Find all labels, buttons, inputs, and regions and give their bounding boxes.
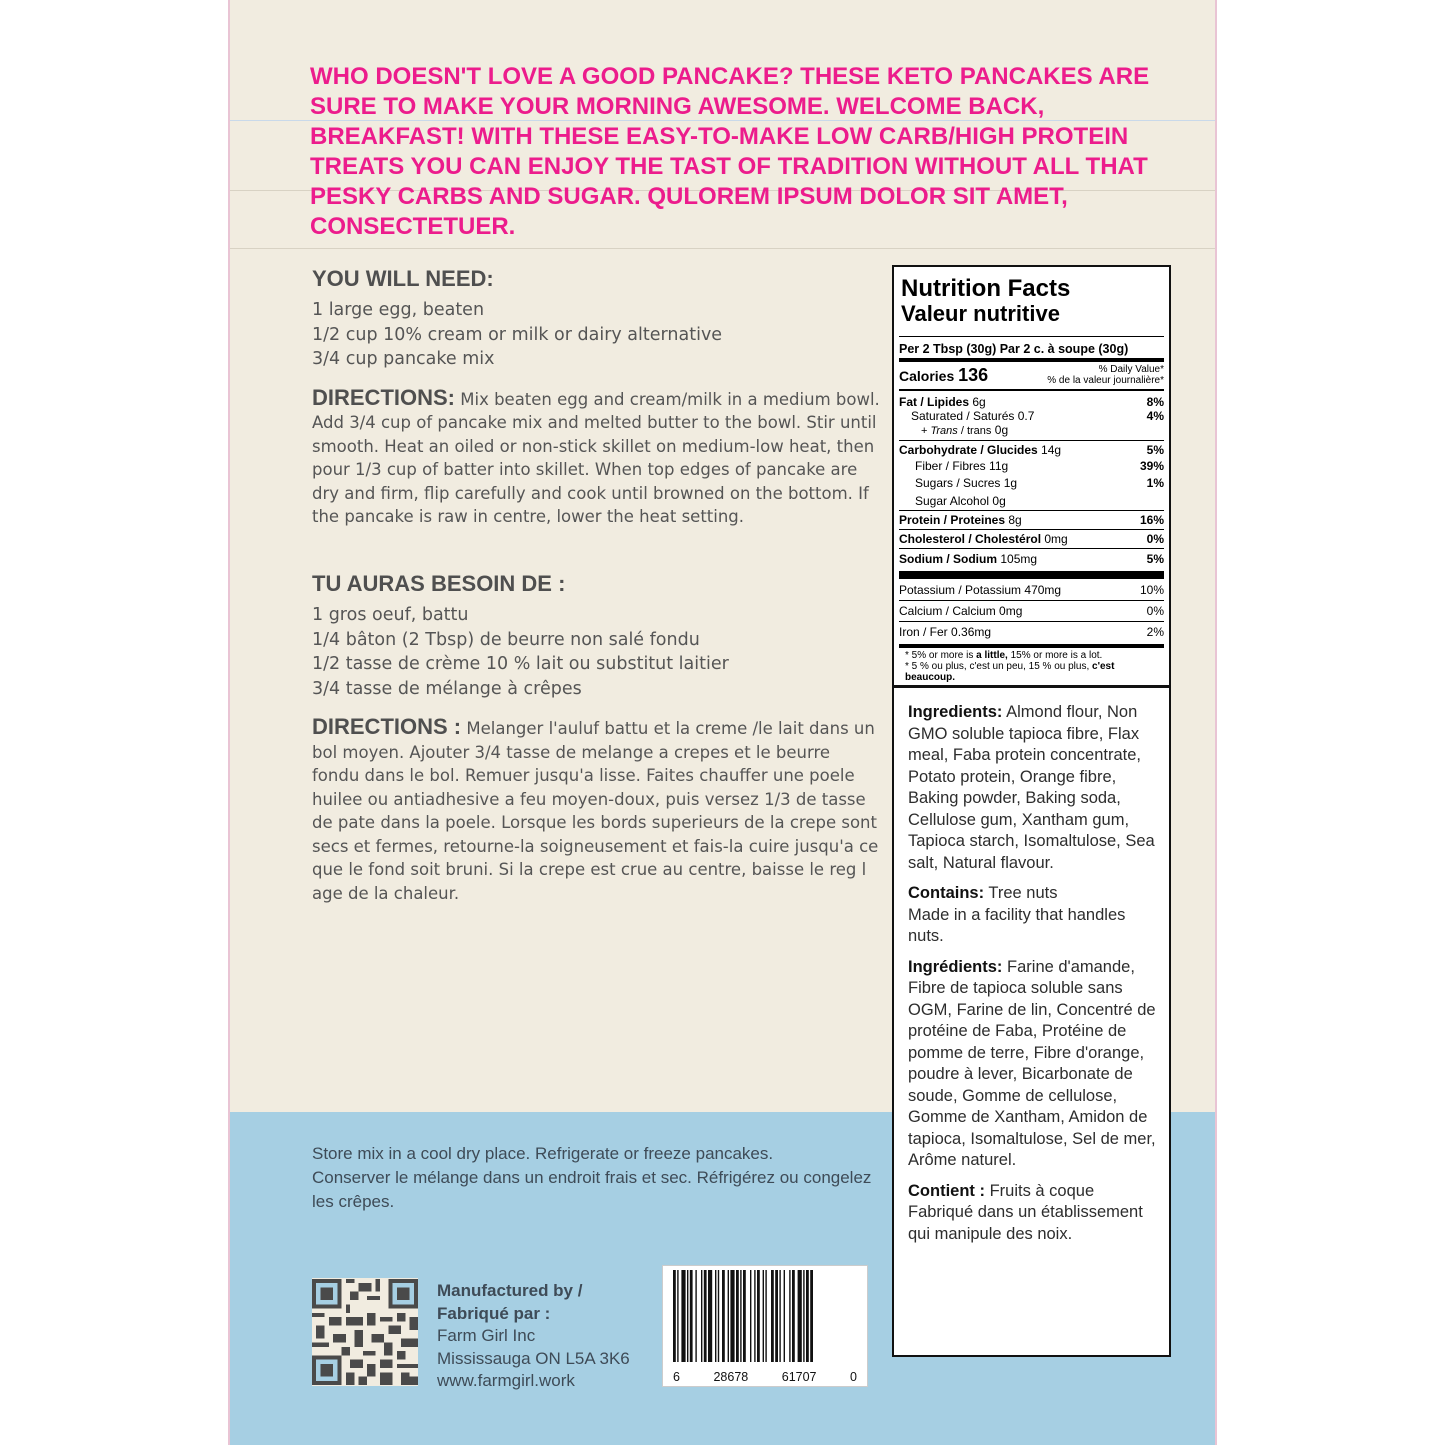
barcode-bar — [730, 1270, 734, 1362]
barcode-bar — [743, 1270, 746, 1362]
manufacturer-heading-fr: Fabriqué par : — [437, 1303, 551, 1323]
ingredients-fr: Ingrédients: Farine d'amande, Fibre de tapioca soluble sans OGM, Farine de lin, Concentré de protéine de Faba, Protéine de pomme de terre, Fibre d'orange, poudre à lever, Bicarbonate de soude, Gomme de cellulose, Gomme de Xantham, Amidon de tapioca, Isomaltulose, Sel de mer, Arôme naturel. — [908, 957, 1156, 1169]
serving-size: Per 2 Tbsp (30g) Par 2 c. à soupe (30g) — [899, 342, 1129, 356]
footnote-fr: * 5 % ou plus, c'est un peu, 15 % ou plus, c'est beaucoup. — [905, 661, 1115, 683]
tagline: WHO DOESN'T LOVE A GOOD PANCAKE? THESE KETO PANCAKES ARE SURE TO MAKE YOUR MORNING AWESOME. WELCOME BACK, BREAKFAST! WITH THESE EASY-TO-MAKE LOW CARB/HIGH PROTEIN TREATS YOU CAN ENJOY THE TAST OF TRADITION WITHOUT ALL THAT PESKY CARBS AND SUGAR. QULOREM IPSUM DOLOR SIT AMET, CONSECTETUER. — [310, 63, 1150, 240]
barcode-bar — [701, 1270, 702, 1362]
manufacturer-name: Farm Girl Inc — [437, 1326, 536, 1345]
barcode-bar — [810, 1270, 813, 1362]
directions-text-fr: Melanger l'auluf battu et la creme /le lait dans un bol moyen. Ajouter 3/4 tasse de melange a crepes et le beurre fondu dans le bol. Remuer jusqu'a lisse. Faites chauffer une poele huilee ou antiadhesive a feu moyen-doux, puis versez 1/3 de tasse de pate dans la poele. Lorsque les bords superieurs de la crepe sont secs et fermes, retourne-la soigneusement et fais-la cuire jusqu'a ce que le fond soit bruni. Si la crepe est crue au centre, baisse le reg l age de la chaleur. — [312, 719, 879, 903]
storage-en: Store mix in a cool dry place. Refrigerate or freeze pancakes. — [312, 1144, 774, 1163]
nutrient-row-sugars: Sugars / Sucres 1g 1% — [915, 476, 1164, 490]
nutrient-row-cholesterol: Cholesterol / Cholestérol 0mg 0% — [899, 532, 1164, 546]
contains-en: Contains: Tree nuts — [908, 884, 1058, 902]
barcode-bar — [704, 1270, 707, 1362]
dv-fr: % de la valeur journalière* — [1047, 375, 1164, 386]
barcode-digit: 6 — [673, 1370, 680, 1384]
directions-heading-en: DIRECTIONS: — [312, 384, 455, 410]
facility-fr: Fabriqué dans un établissement qui manipule des noix. — [908, 1203, 1143, 1243]
barcode-bar — [757, 1270, 760, 1362]
nutrient-row-protein: Protein / Proteines 8g 16% — [899, 513, 1164, 527]
english-instructions — [312, 266, 882, 529]
barcode-bar — [789, 1270, 790, 1362]
barcode-bar — [718, 1270, 719, 1362]
nutrient-row-iron: Iron / Fer 0.36mg 2% — [899, 625, 1164, 639]
list-item: 1/2 tasse de crème 10 % lait ou substitut laitier — [312, 654, 729, 674]
barcode-bar — [690, 1270, 693, 1362]
manufacturer-website: www.farmgirl.work — [437, 1371, 575, 1390]
barcode-icon — [671, 1270, 861, 1365]
barcode-bar — [775, 1270, 778, 1362]
barcode-digit: 28678 — [713, 1370, 749, 1384]
nutrient-row-trans: + Trans / trans 0g — [921, 423, 1009, 437]
ingredients-panel — [892, 687, 1171, 1357]
barcode-bar — [708, 1270, 712, 1362]
list-item: 1/2 cup 10% cream or milk or dairy alternative — [312, 324, 723, 345]
facility-en: Made in a facility that handles nuts. — [908, 905, 1126, 945]
list-item: 1 large egg, beaten — [312, 300, 485, 320]
barcode-bar — [779, 1270, 780, 1362]
manufacturer-heading: Manufactured by / — [437, 1281, 583, 1300]
barcode-bar — [750, 1270, 751, 1362]
barcode-bar — [763, 1270, 764, 1362]
footnote-en: * 5% or more is a little, 15% or more is a lot. — [905, 650, 1103, 661]
calories-label: Calories — [899, 368, 955, 384]
manufacturer-address: Mississauga ON L5A 3K6 — [437, 1348, 630, 1368]
list-item: 1 gros oeuf, battu — [312, 605, 469, 625]
dv-en: % Daily Value* — [1098, 364, 1164, 375]
nutrition-facts-panel — [892, 265, 1171, 687]
nutrient-row-sodium: Sodium / Sodium 105mg 5% — [899, 552, 1164, 566]
barcode-bar — [740, 1270, 741, 1362]
barcode-bar — [715, 1270, 716, 1362]
directions-text-en: Mix beaten egg and cream/milk in a medium bowl. Add 3/4 cup of pancake mix and melted butter to the bowl. Stir until smooth. Heat an oiled or non-stick skillet on medium-low heat, then pour 1/3 cup of batter into skillet. When top edges of pancake are dry and firm, flip carefully and cook until browned on the bottom. If the pancake is raw in centre, lower the heat setting. — [312, 389, 880, 526]
nutrient-row-saturated: Saturated / Saturés 0.7 4% — [911, 409, 1164, 423]
barcode-bar — [754, 1270, 755, 1362]
list-item: 3/4 tasse de mélange à crêpes — [312, 678, 582, 699]
barcode-bar — [784, 1270, 785, 1362]
barcode-bar — [728, 1270, 729, 1362]
barcode-bar — [722, 1270, 725, 1362]
nutrient-row-fat: Fat / Lipides 6g 8% — [899, 395, 1164, 409]
barcode-bar — [736, 1270, 739, 1362]
storage-fr: Conserver le mélange dans un endroit frais et sec. Réfrigérez ou congelez les crêpes. — [312, 1168, 872, 1211]
barcode — [662, 1265, 868, 1387]
barcode-digit: 61707 — [781, 1370, 817, 1384]
nutrient-row-sugar-alcohol: Sugar Alcohol 0g — [915, 494, 1006, 508]
list-item: 1/4 bâton (2 Tbsp) de beurre non salé fondu — [312, 629, 700, 650]
qr-code-icon — [312, 1278, 418, 1386]
barcode-bar — [803, 1270, 804, 1362]
nutrition-title-en: Nutrition Facts — [901, 275, 1071, 302]
barcode-digit: 0 — [850, 1370, 857, 1384]
barcode-bar — [677, 1270, 678, 1362]
package-back — [228, 0, 1217, 1445]
need-heading-en: YOU WILL NEED: — [312, 266, 494, 291]
manufacturer-info — [437, 1280, 630, 1393]
barcode-bar — [695, 1270, 696, 1362]
barcode-bar — [792, 1270, 795, 1362]
french-instructions — [312, 571, 882, 905]
list-item: 3/4 cup pancake mix — [312, 349, 495, 369]
barcode-bar — [681, 1270, 685, 1362]
barcode-bar — [765, 1270, 766, 1362]
nutrient-row-carbohydrate: Carbohydrate / Glucides 14g 5% — [899, 443, 1164, 457]
calories-value: 136 — [958, 365, 989, 385]
need-heading-fr: TU AURAS BESOIN DE : — [312, 571, 566, 596]
wood-grain-line — [230, 248, 1215, 249]
directions-en — [312, 386, 882, 529]
nutrient-row-potassium: Potassium / Potassium 470mg 10% — [899, 583, 1164, 597]
barcode-bar — [771, 1270, 774, 1362]
directions-heading-fr: DIRECTIONS : — [312, 714, 462, 739]
barcode-bar — [798, 1270, 802, 1362]
ingredients-en: Ingredients: Almond flour, Non GMO soluble tapioca fibre, Flax meal, Faba protein concentrate, Potato protein, Orange fibre, Baking powder, Baking soda, Cellulose gum, Xantham gum, Tapioca starch, Isomaltulose, Sea salt, Natural flavour. — [908, 703, 1155, 872]
nutrient-row-calcium: Calcium / Calcium 0mg 0% — [899, 604, 1164, 618]
calories-row — [899, 364, 1164, 386]
nutrition-title-fr: Valeur nutritive — [901, 301, 1060, 326]
barcode-bar — [687, 1270, 688, 1362]
nutrient-row-fiber: Fiber / Fibres 11g 39% — [915, 459, 1164, 473]
barcode-digits — [663, 1370, 867, 1384]
contains-fr: Contient : Fruits à coque — [908, 1181, 1095, 1200]
barcode-bar — [806, 1270, 809, 1362]
directions-fr — [312, 715, 882, 905]
storage-instructions — [312, 1142, 882, 1214]
barcode-bar — [673, 1270, 676, 1362]
